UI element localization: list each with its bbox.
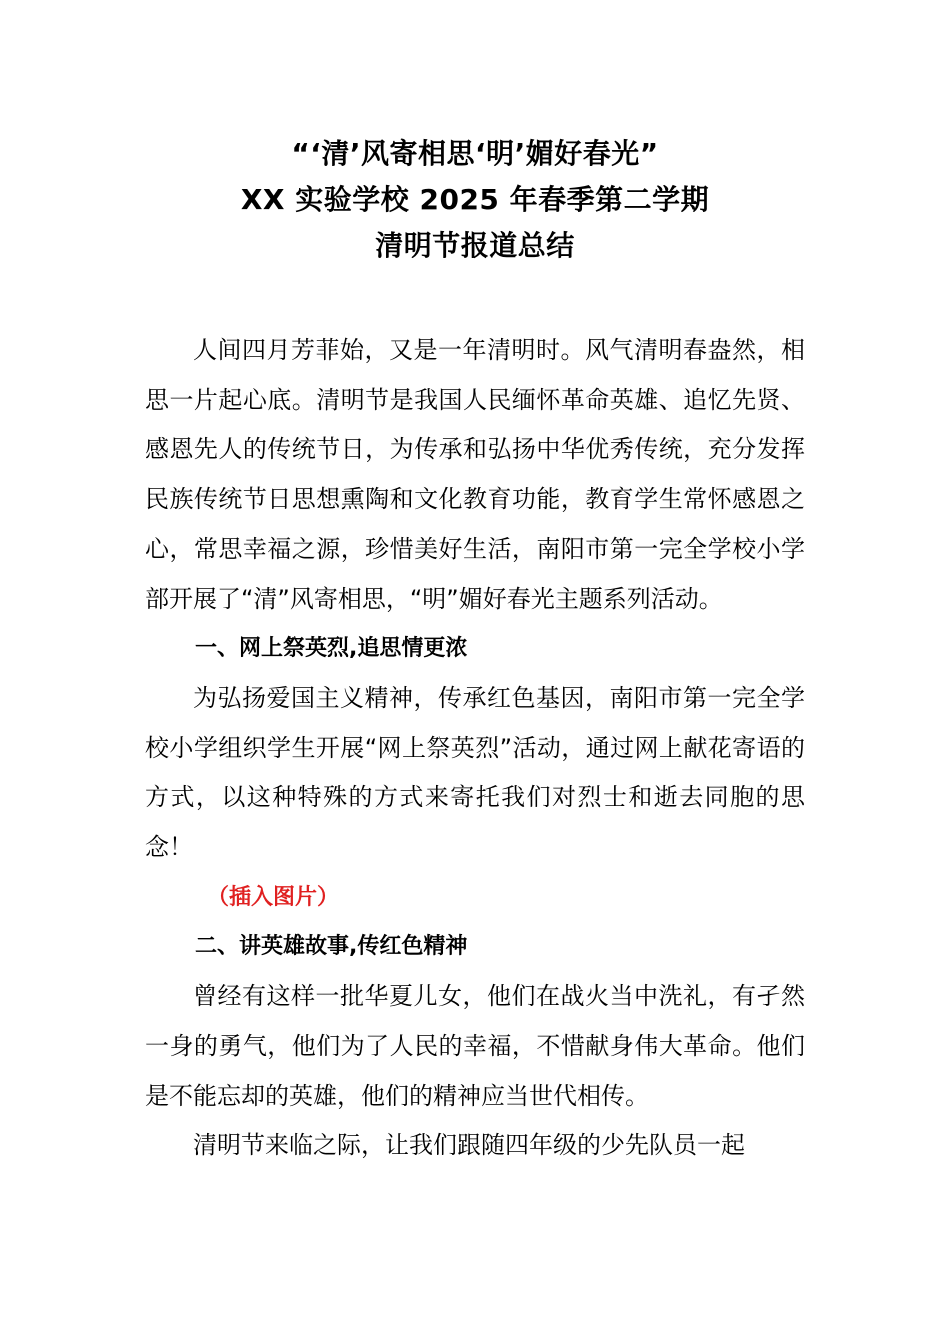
title-line-1: “‘清’风寄相思‘明’媚好春光” xyxy=(291,137,659,170)
section-2-paragraph-1: 曾经有这样一批华夏儿女，他们在战火当中洗礼，有孑然一身的勇气，他们为了人民的幸福，不惜献身伟大革命。他们是不能忘却的英雄，他们的精神应当世代相传。 xyxy=(145,982,805,1110)
intro-paragraph: 人间四月芳菲始，又是一年清明时。风气清明春盎然，相思一片起心底。清明节是我国人民缅怀革命英雄、追忆先贤、感恩先人的传统节日，为传承和弘扬中华优秀传统，充分发挥民族传统节日思想熏陶和文化教育功能，教育学生常怀感恩之心，常思幸福之源，珍惜美好生活，南阳市第一完全学校小学部开展了“清”风寄相思，“明”媚好春光主题系列活动。 xyxy=(145,336,805,613)
document-body xyxy=(145,326,805,1171)
document-title xyxy=(0,131,950,269)
section-2-heading: 二、讲英雄故事,传红色精神 xyxy=(195,934,468,960)
title-line-3: 清明节报道总结 xyxy=(375,229,575,262)
section-2-paragraph-2: 清明节来临之际，让我们跟随四年级的少先队员一起 xyxy=(193,1131,745,1160)
image-placeholder: （插入图片） xyxy=(207,884,340,910)
title-line-2: XX 实验学校 2025 年春季第二学期 xyxy=(240,183,710,216)
section-1-paragraph: 为弘扬爱国主义精神，传承红色基因，南阳市第一完全学校小学组织学生开展“网上祭英烈”活动，通过网上献花寄语的方式，以这种特殊的方式来寄托我们对烈士和逝去同胞的思念！ xyxy=(145,683,805,862)
section-1-heading: 一、网上祭英烈,追思情更浓 xyxy=(195,636,468,662)
